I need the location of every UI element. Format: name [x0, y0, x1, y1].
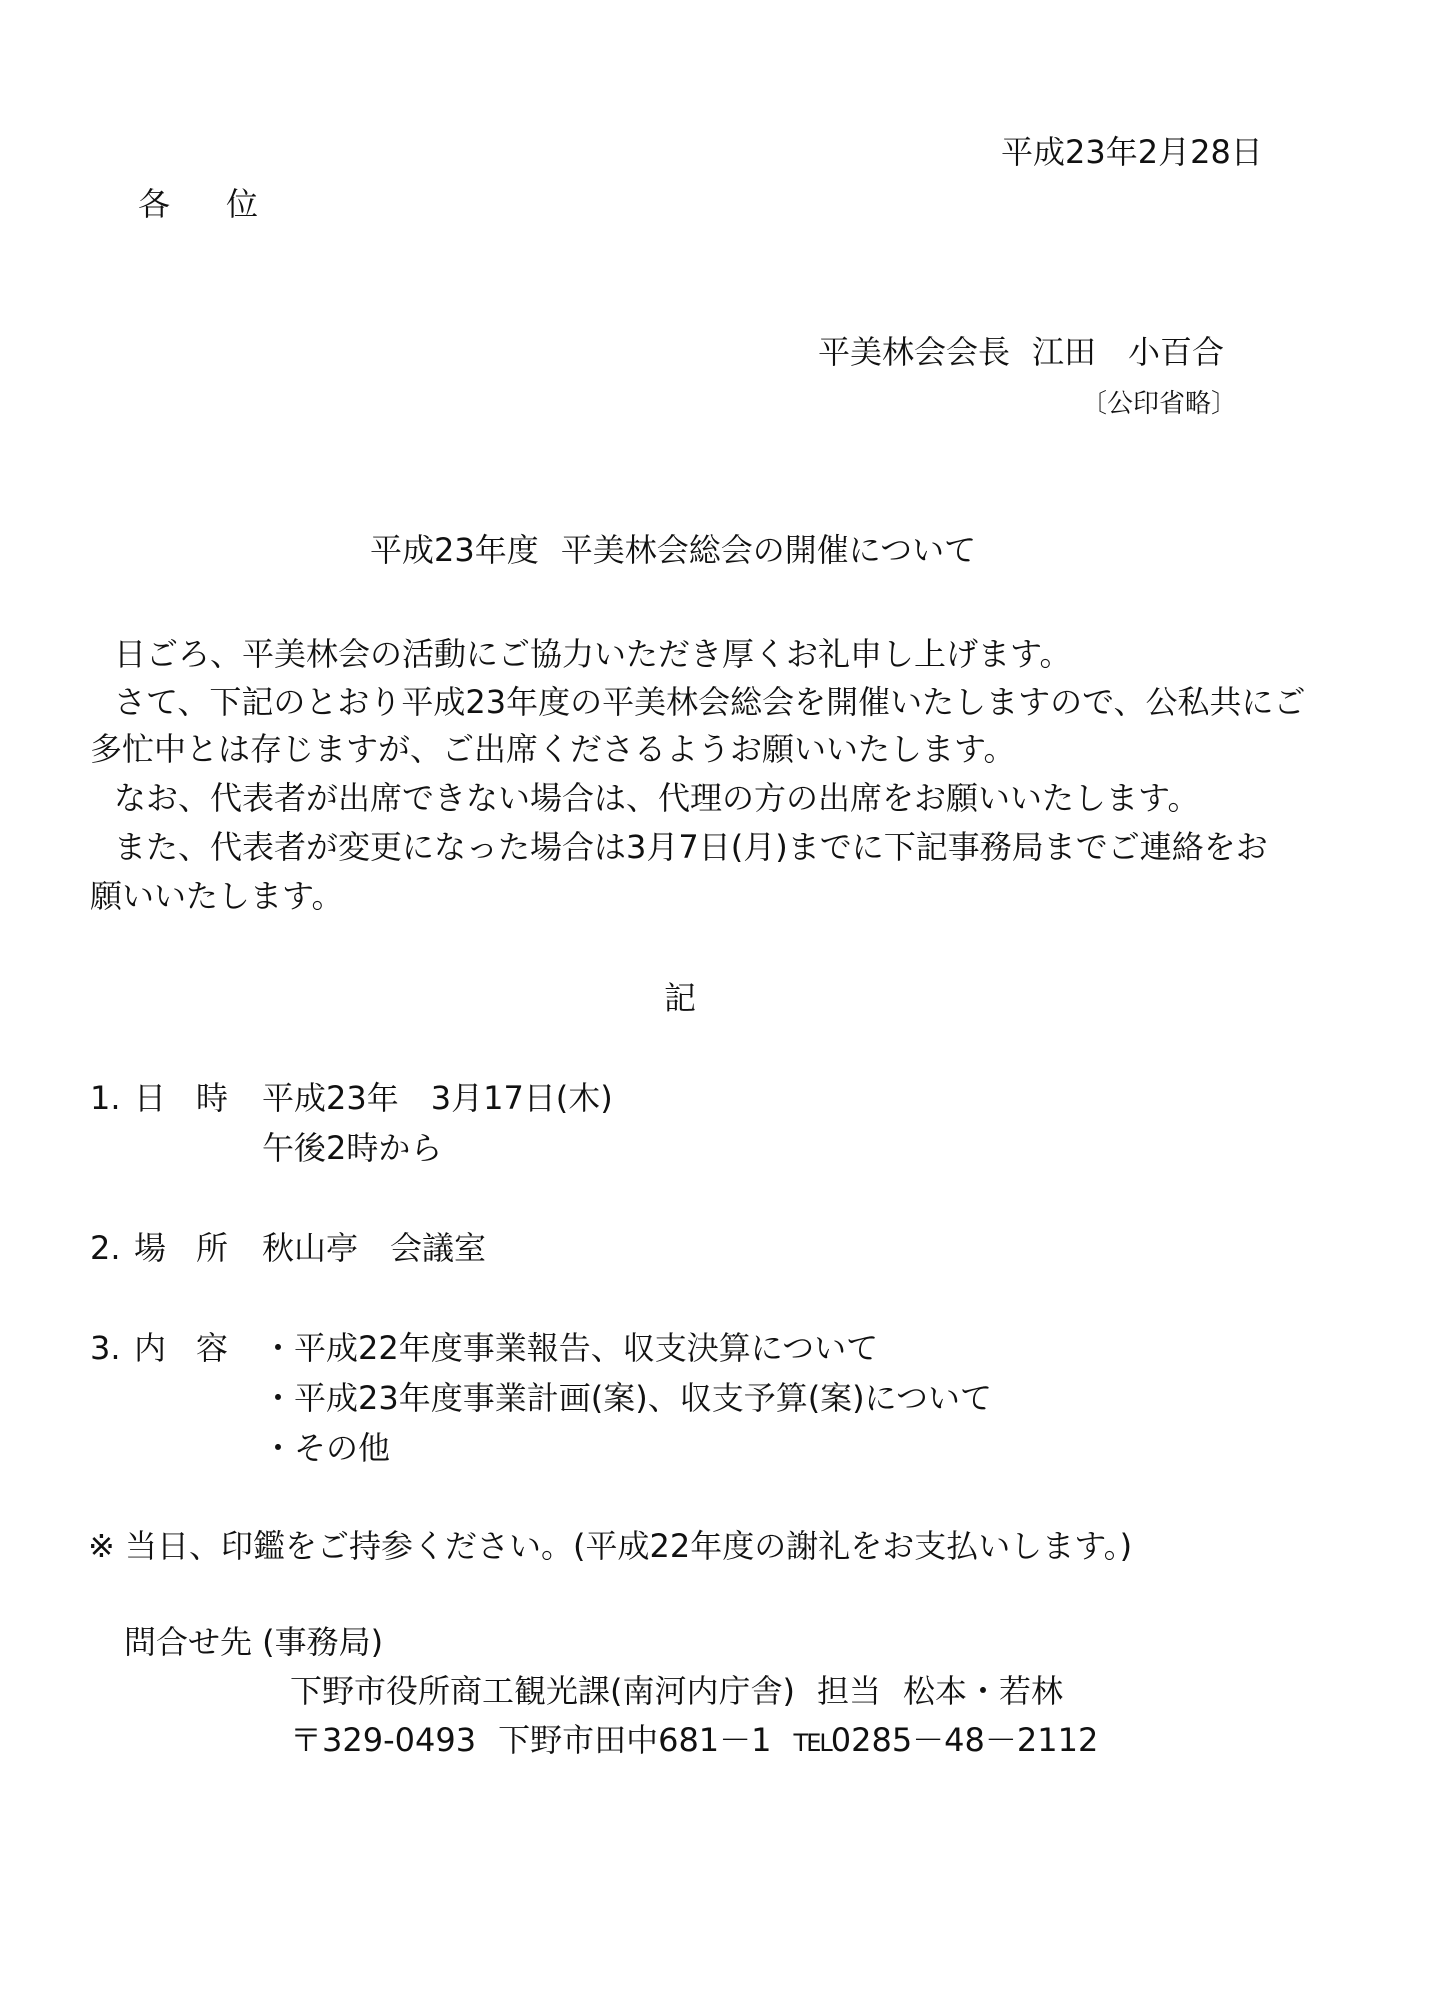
- sender-name: 江田 小百合: [1032, 333, 1225, 371]
- body-paragraph-1: 日ごろ、平美林会の活動にご協力いただき厚くお礼申し上げます。: [114, 635, 1072, 673]
- body-paragraph-4-line-1: また、代表者が変更になった場合は3月7日(月)までに下記事務局までご連絡をお: [114, 828, 1268, 866]
- contact-office-line: [290, 1671, 1063, 1711]
- contact-person-label: 担当: [816, 1672, 881, 1710]
- item-2-label: 場所: [134, 1229, 259, 1267]
- body-paragraph-4-line-2: 願いいたします。: [90, 877, 344, 915]
- item-3-value-line-2: ・平成23年度事業計画(案)、収支予算(案)について: [262, 1379, 993, 1417]
- note: ※ 当日、印鑑をご持参ください。(平成22年度の謝礼をお支払いします。): [88, 1527, 1133, 1565]
- item-2-value-line-1: 秋山亭 会議室: [262, 1229, 487, 1267]
- item-1-value-line-1: 平成23年 3月17日(木): [262, 1079, 613, 1117]
- sender-title: 平美林会会長: [818, 333, 1011, 371]
- sender-line: [818, 332, 1224, 372]
- title-year: 平成23年度: [370, 531, 539, 569]
- body-paragraph-3: なお、代表者が出席できない場合は、代理の方の出席をお願いいたします。: [114, 779, 1200, 817]
- contact-office: 下野市役所商工観光課(南河内庁舎): [290, 1672, 795, 1710]
- document-date: 平成23年2月28日: [1001, 133, 1263, 171]
- item-1-label: 日時: [134, 1079, 259, 1117]
- item-1-value-line-2: 午後2時から: [262, 1129, 443, 1167]
- contact-postal: 〒329-0493: [290, 1721, 477, 1759]
- item-2-number: 2.: [90, 1229, 121, 1267]
- item-1-number: 1.: [90, 1079, 121, 1117]
- tel-label: TEL: [793, 1729, 831, 1757]
- item-3-value-line-1: ・平成22年度事業報告、収支決算について: [262, 1329, 879, 1367]
- contact-heading: 問合せ先 (事務局): [124, 1623, 384, 1661]
- item-3-label: 内容: [134, 1329, 259, 1367]
- addressee: 各位: [138, 185, 315, 223]
- seal-omitted-note: 〔公印省略〕: [1081, 389, 1238, 419]
- item-3-value-line-3: ・その他: [262, 1429, 391, 1467]
- item-3-number: 3.: [90, 1329, 121, 1367]
- contact-address-line: [290, 1720, 1098, 1763]
- title-subject: 平美林会総会の開催について: [560, 531, 977, 569]
- ki-heading: 記: [664, 979, 697, 1017]
- body-paragraph-2-line-2: 多忙中とは存じますが、ご出席くださるようお願いいたします。: [90, 730, 1016, 768]
- contact-address: 下野市田中681－1: [498, 1721, 772, 1759]
- document-title: [370, 530, 976, 570]
- contact-tel: 0285－48－2112: [830, 1721, 1099, 1759]
- body-paragraph-2-line-1: さて、下記のとおり平成23年度の平美林会総会を開催いたしますので、公私共にご: [114, 683, 1306, 721]
- contact-persons: 松本・若林: [903, 1672, 1064, 1710]
